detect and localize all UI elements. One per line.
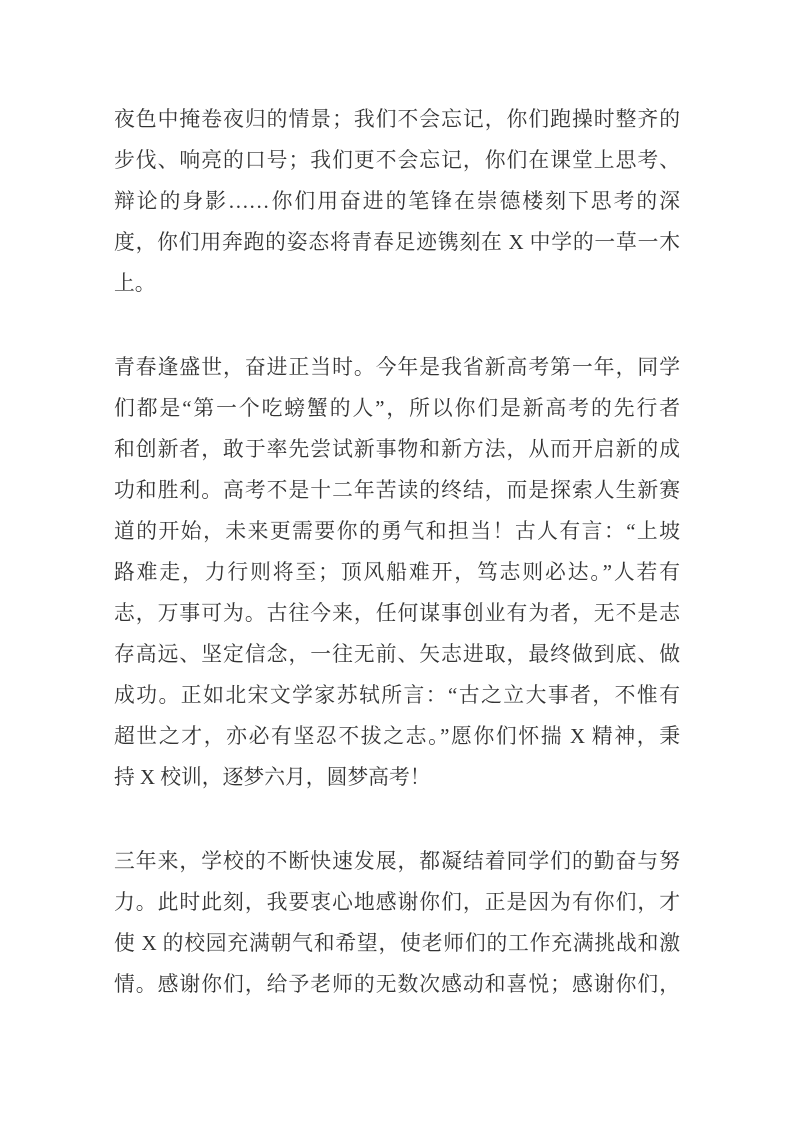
paragraph <box>114 841 680 1005</box>
paragraph <box>114 99 680 304</box>
text-line: 成功。正如北宋文学家苏轼所言：“古之立大事者，不惟有 <box>114 684 680 707</box>
text-line: 夜色中掩卷夜归的情景；我们不会忘记，你们跑操时整齐的 <box>114 108 680 131</box>
paragraph <box>114 347 680 798</box>
text-line: 志，万事可为。古往今来，任何谋事创业有为者，无不是志 <box>114 602 680 625</box>
text-line: 们都是“第一个吃螃蟹的人”，所以你们是新高考的先行者 <box>114 397 680 420</box>
text-line: 道的开始，未来更需要你的勇气和担当！古人有言：“上坡 <box>114 520 680 543</box>
text-line: 三年来，学校的不断快速发展，都凝结着同学们的勤奋与努 <box>114 850 680 873</box>
text-line: 情。感谢你们，给予老师的无数次感动和喜悦；感谢你们， <box>114 973 680 996</box>
text-line: 持 X 校训，逐梦六月，圆梦高考！ <box>114 766 431 789</box>
text-line: 辩论的身影……你们用奋进的笔锋在崇德楼刻下思考的深 <box>114 190 680 213</box>
text-line: 存高远、坚定信念，一往无前、矢志进取，最终做到底、做 <box>114 643 680 666</box>
text-line: 和创新者，敢于率先尝试新事物和新方法，从而开启新的成 <box>114 438 680 461</box>
text-line: 度，你们用奔跑的姿态将青春足迹镌刻在 X 中学的一草一木 <box>114 231 680 254</box>
text-line: 功和胜利。高考不是十二年苦读的终结，而是探索人生新赛 <box>114 479 680 502</box>
text-line: 步伐、响亮的口号；我们更不会忘记，你们在课堂上思考、 <box>114 149 680 172</box>
document-body <box>114 99 680 1005</box>
text-line: 路难走，力行则将至；顶风船难开，笃志则必达。”人若有 <box>114 561 680 584</box>
text-line: 青春逢盛世，奋进正当时。今年是我省新高考第一年，同学 <box>114 356 680 379</box>
text-line: 力。此时此刻，我要衷心地感谢你们，正是因为有你们，才 <box>114 891 680 914</box>
text-line: 上。 <box>114 272 156 295</box>
text-line: 使 X 的校园充满朝气和希望，使老师们的工作充满挑战和激 <box>114 932 680 955</box>
text-line: 超世之才，亦必有坚忍不拔之志。”愿你们怀揣 X 精神，秉 <box>114 725 680 748</box>
